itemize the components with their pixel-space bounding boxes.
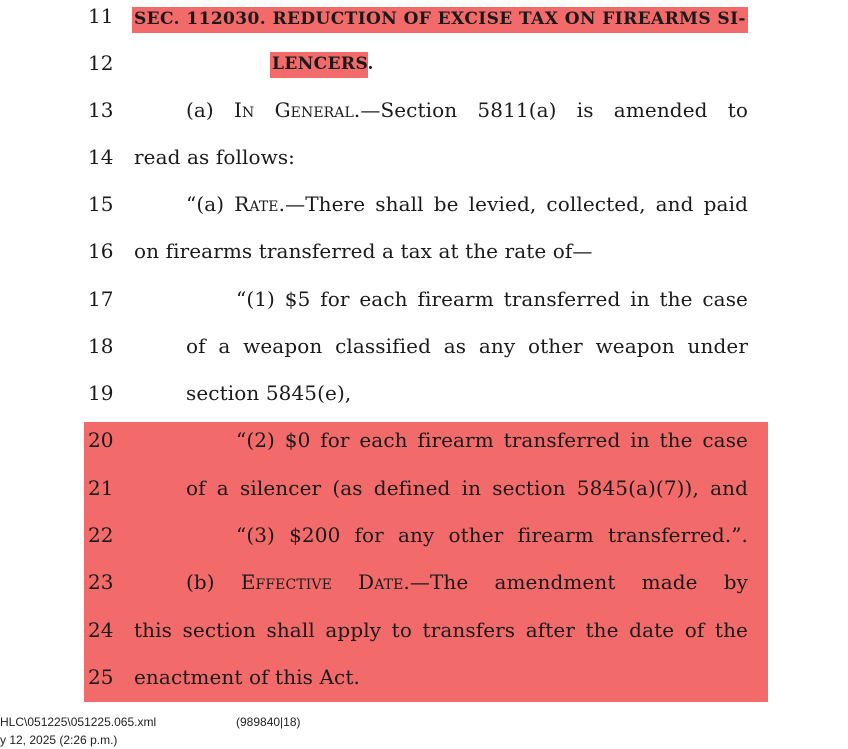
text-fragment: “(a) xyxy=(186,192,235,216)
heading-word: OF xyxy=(403,9,432,29)
heading-word: SEC. xyxy=(134,9,180,29)
text-line: on firearms transferred a tax at the rate of— xyxy=(134,239,593,263)
heading-word: TAX xyxy=(519,9,559,29)
heading-period: . xyxy=(367,54,374,74)
text-line: of a silencer (as defined in section 5845(a)(7)), and xyxy=(186,476,748,500)
footer-file-path: HLC\051225\051225.065.xml xyxy=(0,715,157,729)
line-21 xyxy=(0,476,848,523)
subsection-heading: Effective Date xyxy=(240,570,404,594)
text-line: read as follows: xyxy=(134,145,296,169)
line-15 xyxy=(0,192,848,239)
line-number: 22 xyxy=(88,523,114,547)
line-number: 17 xyxy=(88,287,114,311)
subsection-b xyxy=(186,570,748,594)
text-line: “(2) $0 for each firearm transferred in the case xyxy=(236,428,748,452)
line-number: 15 xyxy=(88,192,114,216)
line-22 xyxy=(0,523,848,570)
text-line: section 5845(e), xyxy=(186,381,352,405)
text-fragment: .—The amendment made by xyxy=(403,570,749,594)
line-25 xyxy=(0,665,848,712)
line-number: 13 xyxy=(88,98,114,122)
line-number: 14 xyxy=(88,145,114,169)
line-17 xyxy=(0,287,848,334)
line-number: 24 xyxy=(88,618,114,642)
line-16 xyxy=(0,239,848,286)
line-number: 25 xyxy=(88,665,114,689)
rate-paragraph xyxy=(186,192,748,216)
footer-doc-code: (989840|18) xyxy=(236,715,301,729)
line-number: 11 xyxy=(88,4,114,28)
line-23 xyxy=(0,570,848,617)
heading-word: FIREARMS xyxy=(602,9,712,29)
section-heading-cont xyxy=(270,54,374,74)
line-18 xyxy=(0,334,848,381)
text-line: enactment of this Act. xyxy=(134,665,360,689)
line-14 xyxy=(0,145,848,192)
line-24 xyxy=(0,618,848,665)
line-number: 12 xyxy=(88,51,114,75)
heading-word: SI- xyxy=(717,9,746,29)
line-number: 21 xyxy=(88,476,114,500)
text-fragment: .—There shall be levied, collected, and paid xyxy=(278,192,748,216)
line-number: 23 xyxy=(88,570,114,594)
line-number: 19 xyxy=(88,381,114,405)
line-13 xyxy=(0,98,848,145)
heading-word: 112030. xyxy=(186,9,267,29)
text-line: of a weapon classified as any other weapon under xyxy=(186,334,748,358)
text-line: “(3) $200 for any other firearm transferred.”. xyxy=(236,523,748,547)
heading-word: LENCERS xyxy=(270,52,368,78)
line-number: 18 xyxy=(88,334,114,358)
line-19 xyxy=(0,381,848,428)
line-20 xyxy=(0,428,848,475)
subsection-heading: In General xyxy=(234,98,354,122)
line-number: 16 xyxy=(88,239,114,263)
footer-timestamp: y 12, 2025 (2:26 p.m.) xyxy=(0,733,118,747)
line-12 xyxy=(0,51,848,98)
text-line: “(1) $5 for each firearm transferred in the case xyxy=(236,287,748,311)
subsection-a xyxy=(186,98,748,122)
heading-word: EXCISE xyxy=(437,9,513,29)
text-fragment: .—Section 5811(a) is amended to xyxy=(353,98,749,122)
text-line: this section shall apply to transfers after the date of the xyxy=(134,618,748,642)
line-number: 20 xyxy=(88,428,114,452)
heading-word: ON xyxy=(564,9,596,29)
line-11 xyxy=(0,4,848,51)
text-fragment: (b) xyxy=(186,570,241,594)
heading-word: REDUCTION xyxy=(272,9,398,29)
subsection-heading: Rate xyxy=(234,192,279,216)
text-fragment: (a) xyxy=(186,98,235,122)
section-heading xyxy=(132,7,748,33)
